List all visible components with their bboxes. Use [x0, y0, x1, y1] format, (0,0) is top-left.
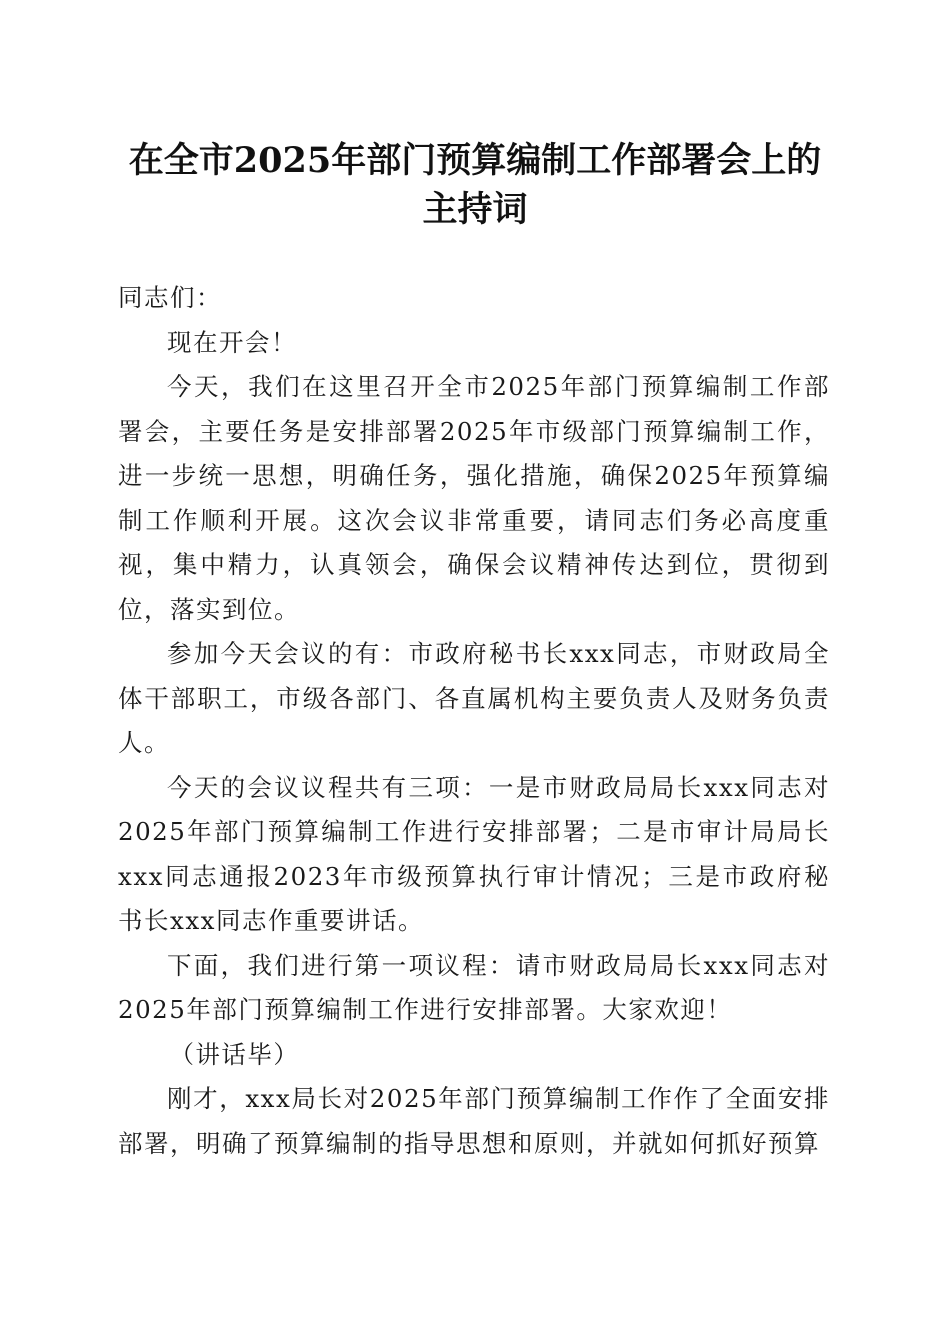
paragraph-purpose: 今天，我们在这里召开全市2025年部门预算编制工作部署会，主要任务是安排部署2025年市级部门预算编制工作，进一步统一思想，明确任务，强化措施，确保2025年预算编制工作顺利开展。这次会议非常重要，请同志们务必高度重视，集中精力，认真领会，确保会议精神传达到位，贯彻到位，落实到位。 [118, 372, 830, 624]
paragraph-attendees: 参加今天会议的有：市政府秘书长xxx同志，市财政局全体干部职工，市级各部门、各直属机构主要负责人及财务负责人。 [118, 639, 830, 757]
document-title-line-1: 在全市2025年部门预算编制工作部署会上的 [128, 140, 822, 181]
document-body [118, 276, 830, 1166]
paragraph-opening: 现在开会！ [167, 327, 297, 357]
salutation: 同志们： [118, 283, 222, 312]
paragraph-agenda: 今天的会议议程共有三项：一是市财政局局长xxx同志对2025年部门预算编制工作进行安排部署；二是市审计局局长xxx同志通报2023年市级预算执行审计情况；三是市政府秘书长xxx同志作重要讲话。 [118, 772, 830, 935]
paragraph-summary: 刚才，xxx局长对2025年部门预算编制工作作了全面安排部署，明确了预算编制的指导思想和原则，并就如何抓好预算 [118, 1084, 830, 1158]
document-title-line-2: 主持词 [422, 189, 528, 230]
paragraph-first-item: 下面，我们进行第一项议程：请市财政局局长xxx同志对2025年部门预算编制工作进行安排部署。大家欢迎！ [118, 950, 830, 1024]
paragraph-speech-end: （讲话毕） [169, 1039, 300, 1069]
